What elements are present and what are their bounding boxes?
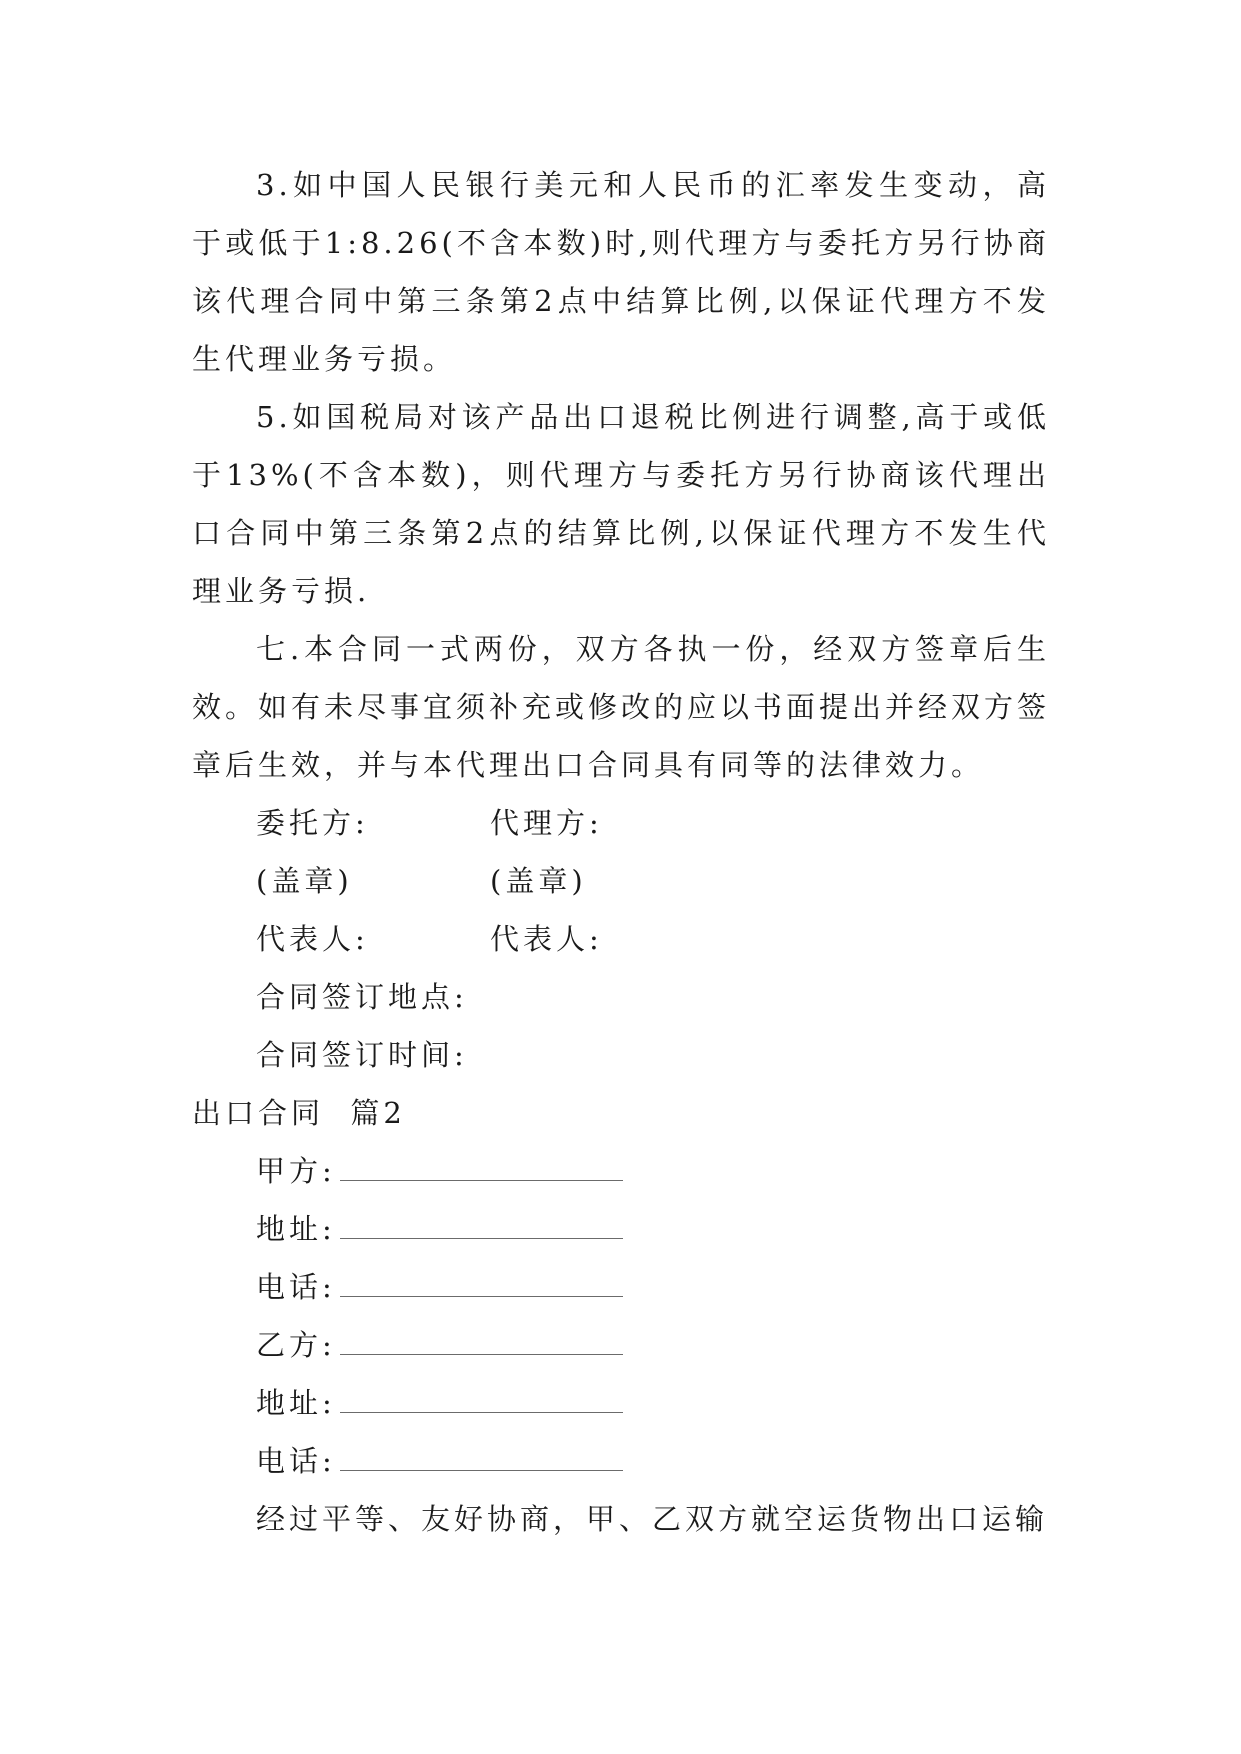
party-a-field	[192, 1142, 1050, 1200]
blank-line[interactable]	[340, 1432, 623, 1471]
party-b-field	[192, 1316, 1050, 1374]
signing-time-label: 合同签订时间:	[256, 1038, 468, 1072]
section-heading: 出口合同 篇2	[192, 1096, 406, 1130]
field-label: 地址:	[256, 1212, 336, 1246]
paragraph-intro: 经过平等、友好协商，甲、乙双方就空运货物出口运输	[256, 1502, 1049, 1536]
document-body	[192, 156, 1050, 1548]
signature-principal-seal: (盖章)	[256, 864, 353, 898]
party-b-address-field	[192, 1374, 1050, 1432]
paragraph-tax-refund: 5.如国税局对该产品出口退税比例进行调整,高于或低于13%(不含本数)，则代理方与委托方另行协商该代理出口合同中第三条第2点的结算比例,以保证代理方不发生代理业务亏损.	[192, 400, 1050, 608]
paragraph-copies: 七.本合同一式两份，双方各执一份，经双方签章后生效。如有未尽事宜须补充或修改的应以书面提出并经双方签章后生效，并与本代理出口合同具有同等的法律效力。	[192, 632, 1051, 782]
party-a-address-field	[192, 1200, 1050, 1258]
signature-principal-label: 委托方:	[256, 806, 369, 840]
signing-place-label: 合同签订地点:	[256, 980, 468, 1014]
blank-line[interactable]	[340, 1200, 623, 1239]
signature-row-seal	[192, 852, 1050, 910]
party-a-phone-field	[192, 1258, 1050, 1316]
blank-line[interactable]	[340, 1258, 623, 1297]
paragraph-exchange-rate: 3.如中国人民银行美元和人民币的汇率发生变动，高于或低于1:8.26(不含本数)时,则代理方与委托方另行协商该代理合同中第三条第2点中结算比例,以保证代理方不发生代理业务亏损。	[192, 168, 1050, 376]
field-label: 电话:	[256, 1270, 336, 1304]
signature-agent-label: 代理方:	[490, 806, 603, 840]
field-label: 甲方:	[256, 1154, 336, 1188]
field-label: 乙方:	[256, 1328, 336, 1362]
signature-agent-representative: 代表人:	[490, 922, 603, 956]
party-b-phone-field	[192, 1432, 1050, 1490]
signature-row-party	[192, 794, 1050, 852]
field-label: 电话:	[256, 1444, 336, 1478]
field-label: 地址:	[256, 1386, 336, 1420]
blank-line[interactable]	[340, 1142, 623, 1181]
signature-principal-representative: 代表人:	[256, 922, 369, 956]
signature-row-representative	[192, 910, 1050, 968]
blank-line[interactable]	[340, 1374, 623, 1413]
signature-block	[192, 794, 1050, 1084]
party-fields	[192, 1142, 1050, 1490]
signature-agent-seal: (盖章)	[490, 864, 587, 898]
blank-line[interactable]	[340, 1316, 623, 1355]
